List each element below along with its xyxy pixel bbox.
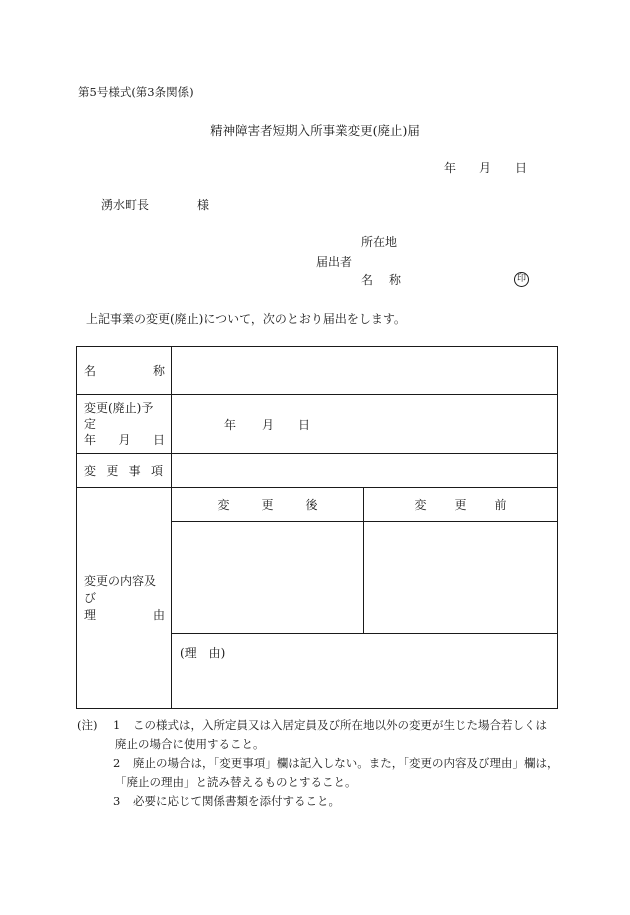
applicant-label: 届出者 <box>316 255 353 269</box>
date-value-year: 年 <box>224 417 237 432</box>
table-row-change-item <box>77 454 558 488</box>
table-row-date <box>77 395 558 454</box>
addressee-name: 湧水町長 <box>101 198 150 212</box>
before-header: 変 更 前 <box>364 488 558 522</box>
note-item-1: (注) 1 この様式は，入所定員又は入居定員及び所在地以外の変更が生じた場合若しくは <box>77 716 559 735</box>
address-label: 所在地 <box>361 235 398 249</box>
form-table <box>76 346 558 709</box>
intro-text: 上記事業の変更(廃止)について，次のとおり届出をします。 <box>86 312 406 326</box>
addressee-honorific: 様 <box>197 198 210 212</box>
table-row-name <box>77 347 558 395</box>
form-number: 第5号様式(第3条関係) <box>78 85 194 99</box>
reason-label: (理 由) <box>180 646 226 660</box>
date-value-month: 月 <box>262 417 275 432</box>
change-item-label: 変 更 事 項 <box>77 454 172 488</box>
date-month-label: 月 <box>479 161 492 175</box>
date-row-label: 変更(廃止)予定 年 月 日 <box>77 395 172 454</box>
date-day-label: 日 <box>515 161 528 175</box>
name-label-char2: 称 <box>389 273 402 287</box>
name-row-label: 名 称 <box>77 347 172 395</box>
date-value-cell[interactable] <box>172 395 558 454</box>
notes-label: (注) <box>77 718 98 732</box>
form-title: 精神障害者短期入所事業変更(廃止)届 <box>210 123 420 138</box>
notes-section <box>77 716 559 811</box>
before-content-cell[interactable] <box>364 522 558 634</box>
after-header: 変 更 後 <box>172 488 364 522</box>
date-year-label: 年 <box>444 161 457 175</box>
table-row-headers <box>77 488 558 522</box>
name-label-char1: 名 <box>361 273 374 287</box>
name-value-cell[interactable] <box>172 347 558 395</box>
note-item-3: 3 必要に応じて関係書類を添付すること。 <box>113 794 340 808</box>
note-item-2-cont: 「廃止の理由」と読み替えるものとすること。 <box>115 775 357 789</box>
reason-cell[interactable] <box>172 634 558 709</box>
seal-icon: 印 <box>514 272 529 287</box>
name-label <box>361 274 401 286</box>
content-reason-label: 変更の内容及び 理 由 <box>77 488 172 709</box>
date-value-day: 日 <box>298 417 311 432</box>
after-content-cell[interactable] <box>172 522 364 634</box>
change-item-cell[interactable] <box>172 454 558 488</box>
note-item-2: 2 廃止の場合は，「変更事項」欄は記入しない。また，「変更の内容及び理由」欄は， <box>113 756 559 770</box>
note-item-1-cont: 廃止の場合に使用すること。 <box>115 737 265 751</box>
